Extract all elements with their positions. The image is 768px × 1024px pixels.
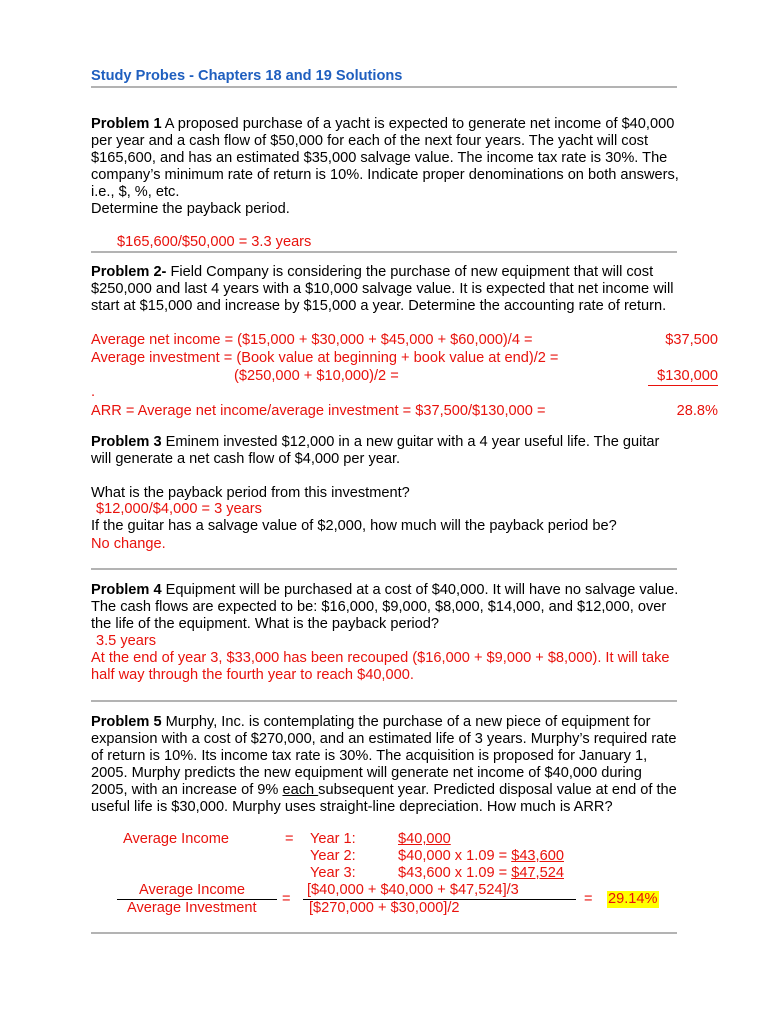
problem-4 (91, 582, 681, 633)
problem-5-label: Problem 5 (91, 714, 162, 730)
document-title: Study Probes - Chapters 18 and 19 Solutions (91, 68, 403, 84)
problem-5-text-each: each (282, 782, 319, 798)
average-investment-value: $130,000 (657, 368, 718, 384)
underline (648, 385, 718, 386)
problem-3-question-2: If the guitar has a salvage value of $2,000, how much will the payback period be? (91, 518, 617, 534)
year-3-value: $47,524 (511, 865, 564, 881)
problem-5-text-b: subsequent year. Predicted disposal value at end of the useful life is $30,000. Murphy uses straight-line depreciation. How much is ARR? (91, 782, 677, 815)
stray-dot: . (91, 384, 96, 400)
arr-value: 28.8% (676, 403, 718, 419)
problem-1-text: A proposed purchase of a yacht is expected to generate net income of $40,000 per year and a cash flow of $50,000 for each of the next four years. The yacht will cost $165,600, and has an estimated $35,000 salvage value. The income tax rate is 30%. The company’s minimum rate of return is 10%. Indicate proper denominations on both answers, i.e., $, %, etc. (91, 116, 679, 200)
divider (91, 568, 677, 570)
problem-1-label: Problem 1 (91, 116, 162, 132)
year-2-value: $43,600 (511, 848, 564, 864)
problem-1 (91, 116, 681, 218)
year-1-label: Year 1: (310, 831, 356, 847)
equals-sign: = (285, 831, 294, 847)
problem-3 (91, 434, 681, 468)
average-net-income-value: $37,500 (665, 332, 718, 348)
problem-3-answer-1: $12,000/$4,000 = 3 years (96, 501, 262, 517)
problem-4-answer-2: At the end of year 3, $33,000 has been recouped ($16,000 + $9,000 + $8,000). It will take half way through the fourth year to reach $40,000. (91, 650, 670, 683)
year-2-row (398, 848, 564, 865)
problem-4-text: Equipment will be purchased at a cost of $40,000. It will have no salvage value. The cash flows are expected to be: $16,000, $9,000, $8,000, $14,000, and $12,000, over the life of the equipment. What is the payback period? (91, 582, 679, 632)
problem-2-text: Field Company is considering the purchase of new equipment that will cost $250,000 and last 4 years with a $10,000 salvage value. It is expected that net income will start at $15,000 and increase by $15,000 a year. Determine the accounting rate of return. (91, 264, 674, 314)
year-1-value: $40,000 (398, 831, 451, 847)
average-net-income-formula: Average net income = ($15,000 + $30,000 + $45,000 + $60,000)/4 = (91, 332, 533, 348)
fraction-denominator: [$270,000 + $30,000]/2 (309, 900, 460, 916)
problem-1-answer: $165,600/$50,000 = 3.3 years (117, 234, 312, 250)
problem-3-question-1: What is the payback period from this investment? (91, 485, 410, 501)
fraction-numerator: [$40,000 + $40,000 + $47,524]/3 (307, 882, 519, 898)
year-3-calc: $43,600 x 1.09 = (398, 865, 512, 881)
divider (91, 932, 677, 934)
problem-5-text-a: Murphy, Inc. is contemplating the purchase of a new piece of equipment for expansion with a cost of $270,000, and an estimated life of 3 years. Murphy’s required rate of return is 10%. Its income tax rate is 30%. The acquisition is proposed for January 1, 2005. Murphy predicts the new equipment will generate net income of $40,000 during 2005, with an increase of 9% (91, 714, 677, 798)
problem-2 (91, 264, 681, 315)
average-investment-calc: ($250,000 + $10,000)/2 = (234, 368, 399, 384)
year-2-label: Year 2: (310, 848, 356, 864)
problem-3-answer-2: No change. (91, 536, 166, 552)
problem-4-label: Problem 4 (91, 582, 162, 598)
year-3-label: Year 3: (310, 865, 356, 881)
arr-formula: ARR = Average net income/average investment = $37,500/$130,000 = (91, 403, 546, 419)
problem-5 (91, 714, 681, 816)
problem-3-text: Eminem invested $12,000 in a new guitar with a 4 year useful life. The guitar will generate a net cash flow of $4,000 per year. (91, 434, 660, 467)
year-3-row (398, 865, 564, 882)
equals-sign: = (282, 891, 291, 907)
arr-result: 29.14% (608, 891, 658, 907)
problem-4-answer-1: 3.5 years (96, 633, 157, 649)
problem-3-label: Problem 3 (91, 434, 162, 450)
divider (91, 700, 677, 702)
divider (91, 86, 677, 88)
year-2-calc: $40,000 x 1.09 = (398, 848, 512, 864)
fraction-numerator-label: Average Income (139, 882, 246, 898)
fraction-denominator-label: Average Investment (127, 900, 257, 916)
problem-2-label: Problem 2- (91, 264, 167, 280)
average-investment-formula: Average investment = (Book value at beginning + book value at end)/2 = (91, 350, 559, 366)
problem-1-question: Determine the payback period. (91, 201, 290, 217)
average-income-label: Average Income (123, 831, 230, 847)
equals-sign: = (584, 891, 593, 907)
divider (91, 251, 677, 253)
